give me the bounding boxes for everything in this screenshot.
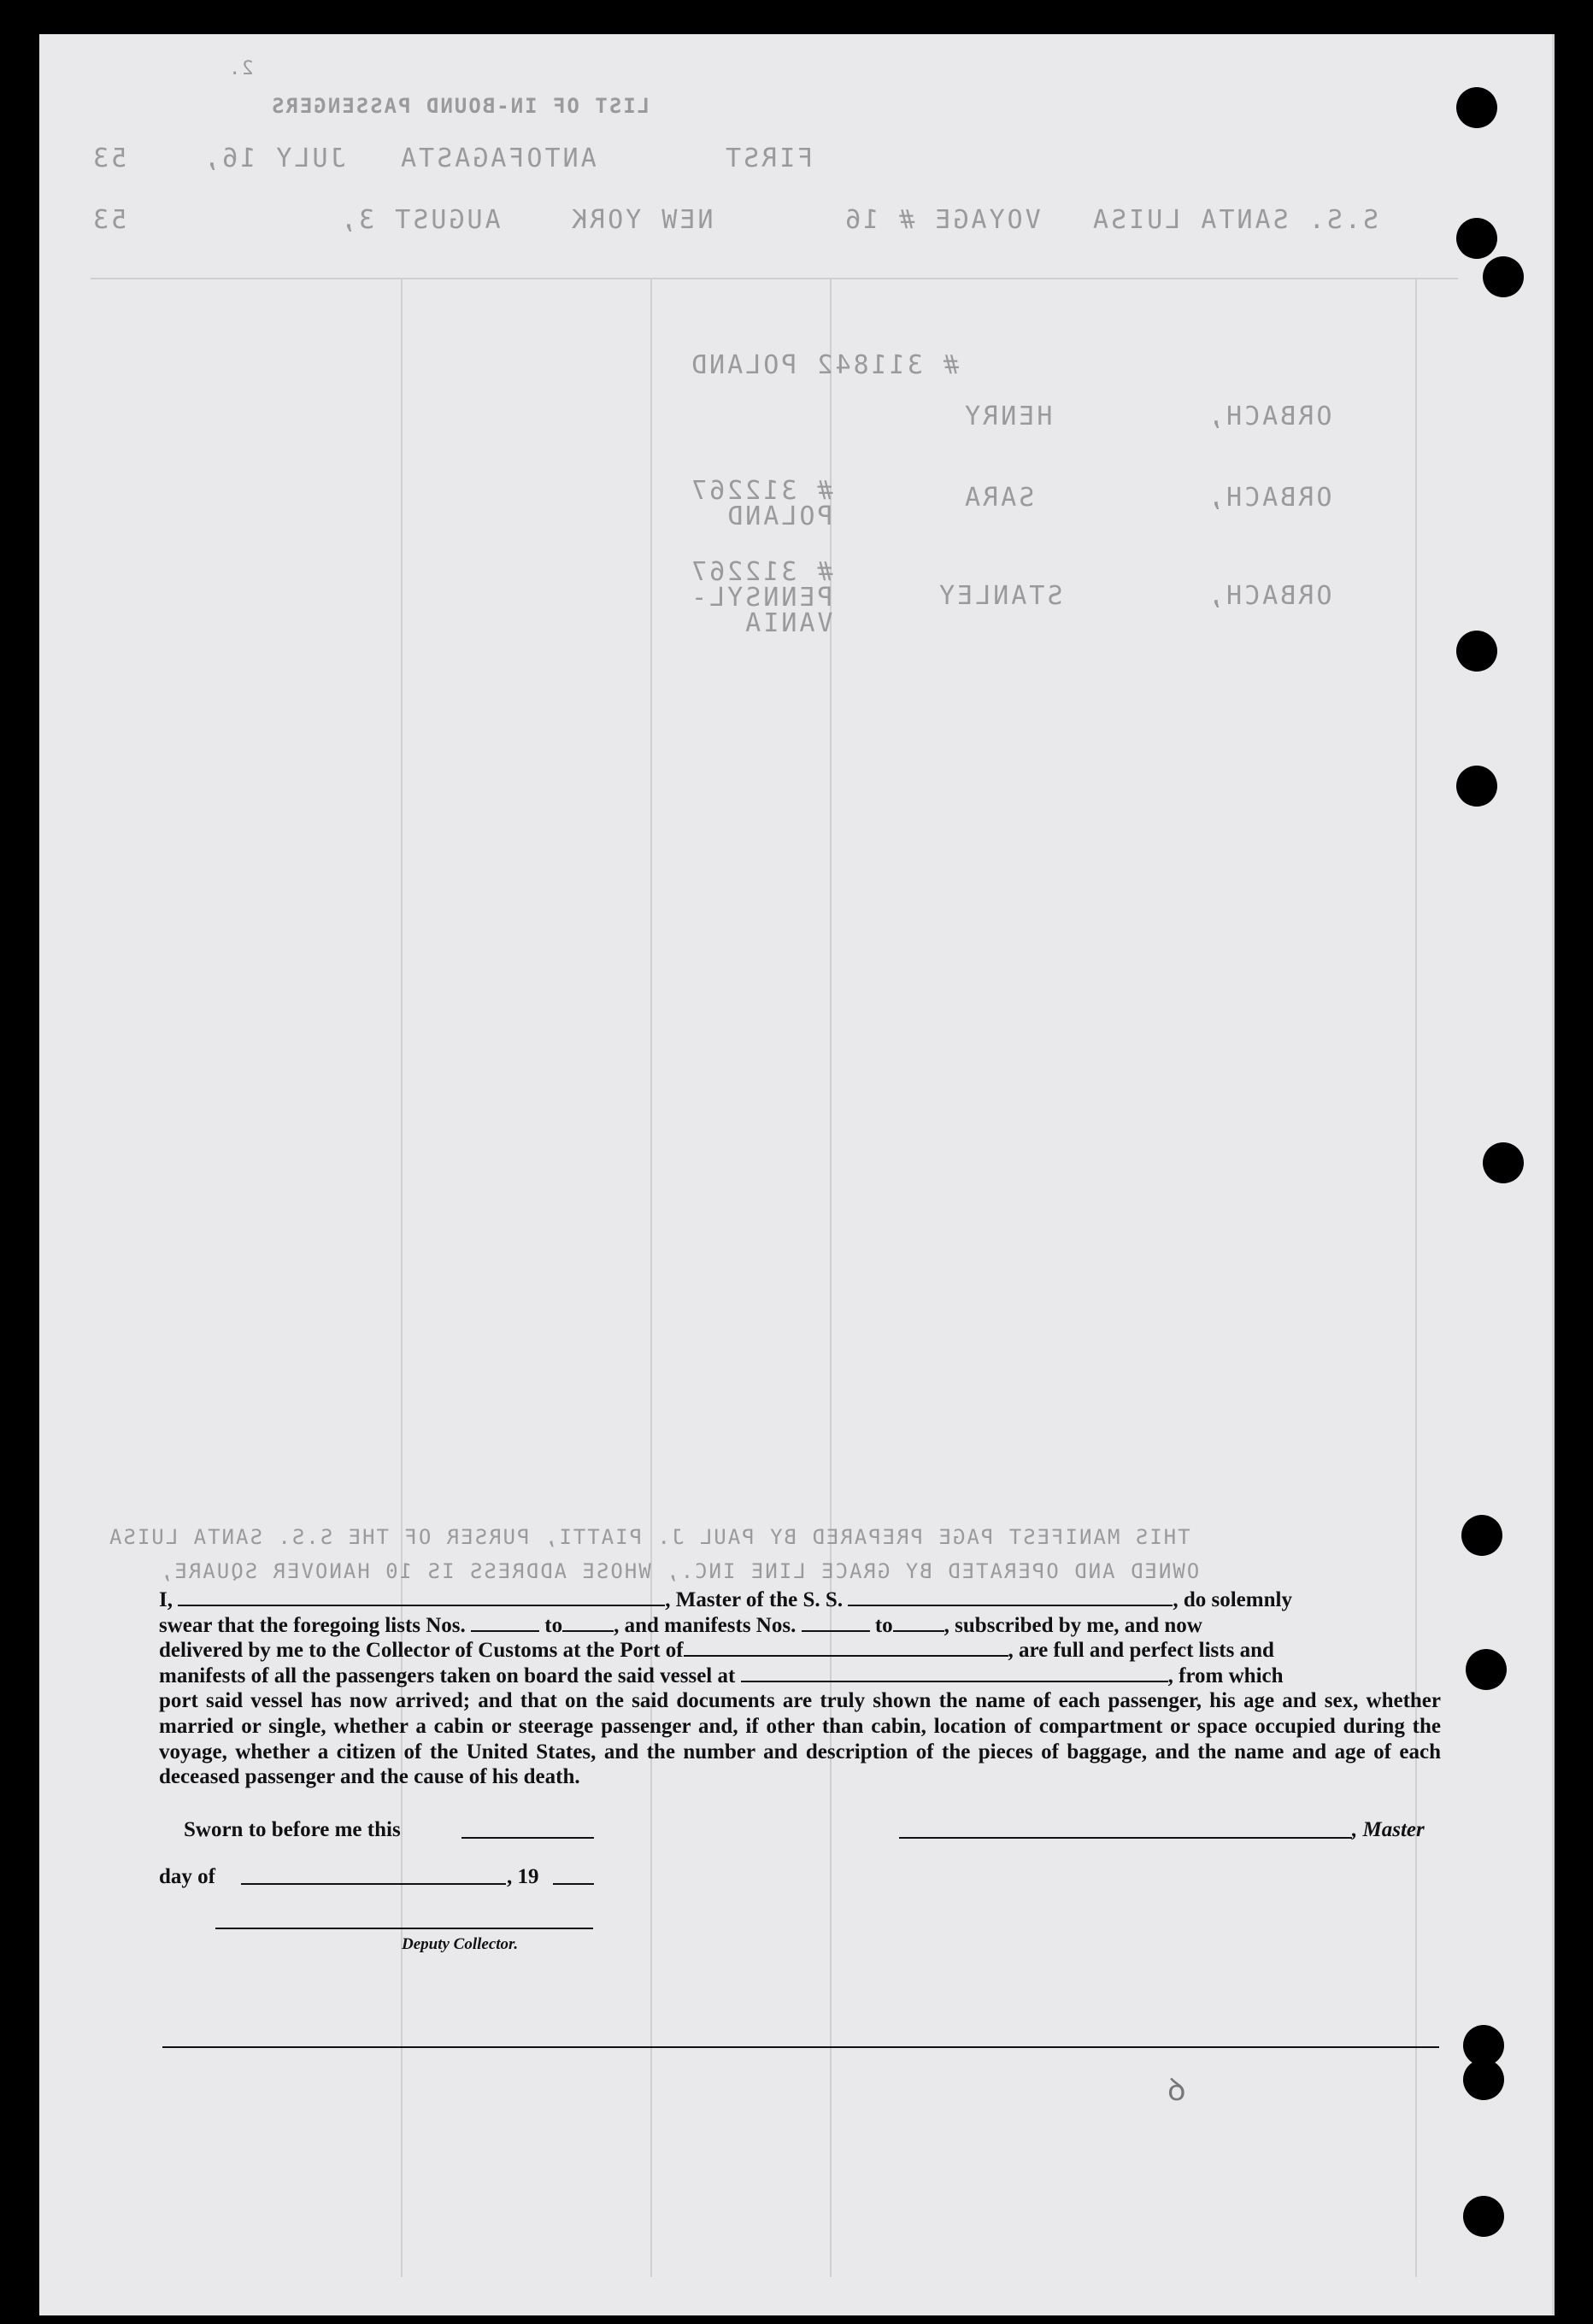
table-column-rule xyxy=(401,278,403,2277)
manifest-note-line-1: THIS MANIFEST PAGE PREPARED BY PAUL J. PIATTI, PURSER OF THE S.S. SANTA LUISA xyxy=(108,1525,1190,1549)
passenger-nationality: # 312267 PENNSYL- VANIA xyxy=(689,557,833,638)
punch-hole xyxy=(1456,218,1497,259)
passenger-given-name: STANLEY xyxy=(937,581,1063,611)
oath-and-manifests: , and manifests Nos. xyxy=(614,1613,796,1637)
lists-from-blank xyxy=(471,1615,539,1632)
embark-port-blank xyxy=(741,1665,1168,1682)
oath-do-solemnly: , do solemnly xyxy=(1173,1588,1292,1611)
port-from: ANTOFAGASTA xyxy=(398,144,597,173)
passenger-surname: ORBACH, xyxy=(1206,483,1332,513)
table-column-rule xyxy=(650,278,652,2277)
year-to: 53 xyxy=(91,205,127,235)
date-to: AUGUST 3, xyxy=(338,205,501,235)
lists-to-blank xyxy=(562,1615,614,1632)
date-from: JULY 16, xyxy=(202,144,346,173)
oath-subscribed: , subscribed by me, and now xyxy=(943,1613,1202,1637)
oath-swear: swear that the foregoing lists Nos. xyxy=(159,1613,466,1637)
oath-body-text: port said vessel has now arrived; and that on the said documents are truly shown the name of each passenger, his age and sex, whether married or single, whether a cabin or steerage passenger and, if other than cabin, location of compartment or space occupied during the voyage, whether a citizen of the United States, and the number and description of the pieces of baggage, and the name and age of each deceased passenger and the cause of his death. xyxy=(159,1689,1441,1789)
passenger-given-name: HENRY xyxy=(962,402,1053,431)
pencil-mark: ꝺ xyxy=(1167,2073,1186,2108)
punch-hole xyxy=(1466,1649,1507,1690)
deputy-signature-line xyxy=(215,1928,593,1929)
year-from: 53 xyxy=(91,144,127,173)
manifests-to-blank xyxy=(893,1615,944,1632)
master-name-blank xyxy=(178,1589,665,1606)
passport-number: # 311842 POLAND xyxy=(689,350,959,380)
oath-word-i: I, xyxy=(159,1588,173,1611)
port-blank xyxy=(684,1640,1008,1657)
ship-name: S.S. SANTA LUISA xyxy=(1090,205,1378,235)
manifests-from-blank xyxy=(802,1615,870,1632)
oath-to-2: to xyxy=(874,1613,893,1637)
punch-hole xyxy=(1456,87,1497,128)
manifest-page xyxy=(39,34,1555,2315)
passenger-surname: ORBACH, xyxy=(1206,581,1332,611)
deputy-collector-label: Deputy Collector. xyxy=(402,1935,519,1953)
punch-hole xyxy=(1463,2059,1504,2100)
master-signature-line xyxy=(899,1837,1352,1839)
port-to: NEW YORK xyxy=(569,205,714,235)
oath-master-of: , Master of the S. S. xyxy=(665,1588,844,1611)
ship-name-blank xyxy=(848,1589,1173,1606)
page-number: 2. xyxy=(227,58,254,79)
punch-hole xyxy=(1463,2196,1504,2237)
day-of-blank xyxy=(241,1883,506,1885)
punch-hole xyxy=(1483,1142,1524,1183)
sworn-date-blank xyxy=(461,1837,594,1839)
oath-to-1: to xyxy=(544,1613,563,1637)
passenger-nationality: # 312267 POLAND xyxy=(689,476,833,531)
year-blank xyxy=(553,1883,594,1885)
passenger-surname: ORBACH, xyxy=(1206,402,1332,431)
oath-full-perfect: , are full and perfect lists and xyxy=(1008,1639,1274,1663)
year-prefix: , 19 xyxy=(507,1865,539,1888)
class-label: FIRST xyxy=(723,144,814,173)
punch-hole xyxy=(1483,256,1524,297)
master-label: , Master xyxy=(1352,1818,1425,1841)
sworn-label: Sworn to before me this xyxy=(184,1818,401,1841)
oath-manifests-all: manifests of all the passengers taken on board the said vessel at xyxy=(159,1664,736,1687)
oath-block xyxy=(159,1587,1441,1790)
oath-from-which: , from which xyxy=(1167,1664,1284,1687)
voyage-number: VOYAGE # 16 xyxy=(843,205,1041,235)
punch-hole xyxy=(1456,766,1497,807)
day-of-label: day of xyxy=(159,1865,215,1888)
bottom-rule xyxy=(162,2046,1439,2048)
table-top-rule xyxy=(91,278,1458,279)
table-column-rule xyxy=(1415,278,1417,2277)
punch-hole xyxy=(1456,631,1497,672)
manifest-note-line-2: OWNED AND OPERATED BY GRACE LINE INC., WHOSE ADDRESS IS 10 HANOVER SQUARE, xyxy=(159,1559,1200,1583)
passenger-given-name: SARA xyxy=(962,483,1035,513)
list-title: LIST OF IN-BOUND PASSENGERS xyxy=(270,94,650,118)
punch-hole xyxy=(1461,1515,1502,1556)
oath-delivered: delivered by me to the Collector of Customs at the Port of xyxy=(159,1639,684,1663)
